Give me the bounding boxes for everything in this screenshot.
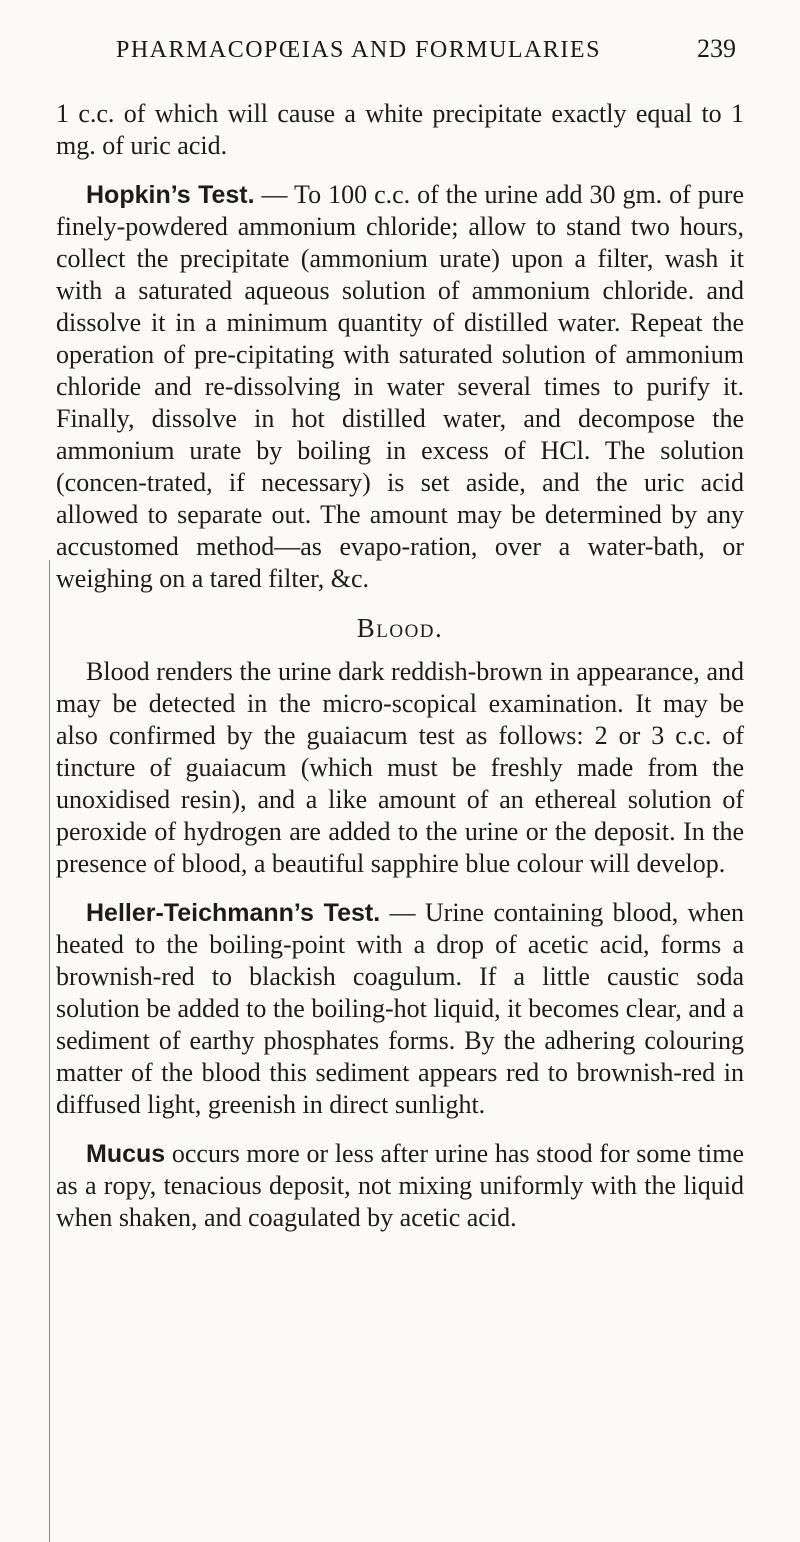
hopkins-test-text: — To 100 c.c. of the urine add 30 gm. of pure finely-powdered ammonium chloride; allow to stand two hours, collect the precipitate (ammonium urate) upon a filter, wash it with a saturated aqueous solution of ammonium chloride. and dissolve it in a minimum quantity of distilled water. Repeat the operation of pre-cipitating with saturated solution of ammonium chloride and re-dissolving in water several times to purify it. Finally, dissolve in hot distilled water, and decompose the ammonium urate by boiling in excess of HCl. The solution (concen-trated, if necessary) is set aside, and the uric acid allowed to separate out. The amount may be determined by any accustomed method—as evapo-ration, over a water-bath, or weighing on a tared filter, &c. — [56, 180, 744, 593]
page-number: 239 — [697, 34, 736, 63]
margin-rule — [49, 560, 50, 1542]
heller-teichmann-heading: Heller-Teichmann’s Test. — [86, 899, 381, 927]
running-head-title: PHARMACOPŒIAS AND FORMULARIES — [116, 37, 601, 63]
paragraph-continuation: 1 c.c. of which will cause a white precipitate exactly equal to 1 mg. of uric acid. — [56, 99, 744, 160]
paragraph-hopkins-test — [56, 179, 744, 595]
section-heading-blood: Blood. — [356, 613, 444, 643]
paragraph-heller-teichmann-test — [56, 897, 744, 1121]
hopkins-test-heading: Hopkin’s Test. — [86, 181, 255, 209]
paragraph-blood: Blood renders the urine dark reddish-brown in appearance, and may be detected in the micro-scopical examination. It may be also confirmed by the guaiacum test as follows: 2 or 3 c.c. of tincture of guaiacum (which must be freshly made from the unoxidised resin), and a like amount of an ethereal solution of peroxide of hydrogen are added to the urine or the deposit. In the presence of blood, a beautiful sapphire blue colour will develop. — [56, 657, 744, 878]
mucus-heading: Mucus — [86, 1140, 166, 1168]
page-body — [56, 98, 744, 1251]
mucus-text: occurs more or less after urine has stood for some time as a ropy, tenacious deposit, not mixing uniformly with the liquid when shaken, and coagulated by acetic acid. — [56, 1139, 744, 1232]
running-head — [116, 34, 736, 64]
heller-teichmann-text: — Urine containing blood, when heated to the boiling-point with a drop of acetic acid, forms a brownish-red to blackish coagulum. If a little caustic soda solution be added to the boiling-hot liquid, it becomes clear, and a sediment of earthy phosphates forms. By the adhering colouring matter of the blood this sediment appears red to brownish-red in diffused light, greenish in direct sunlight. — [56, 898, 744, 1119]
paragraph-mucus — [56, 1138, 744, 1234]
